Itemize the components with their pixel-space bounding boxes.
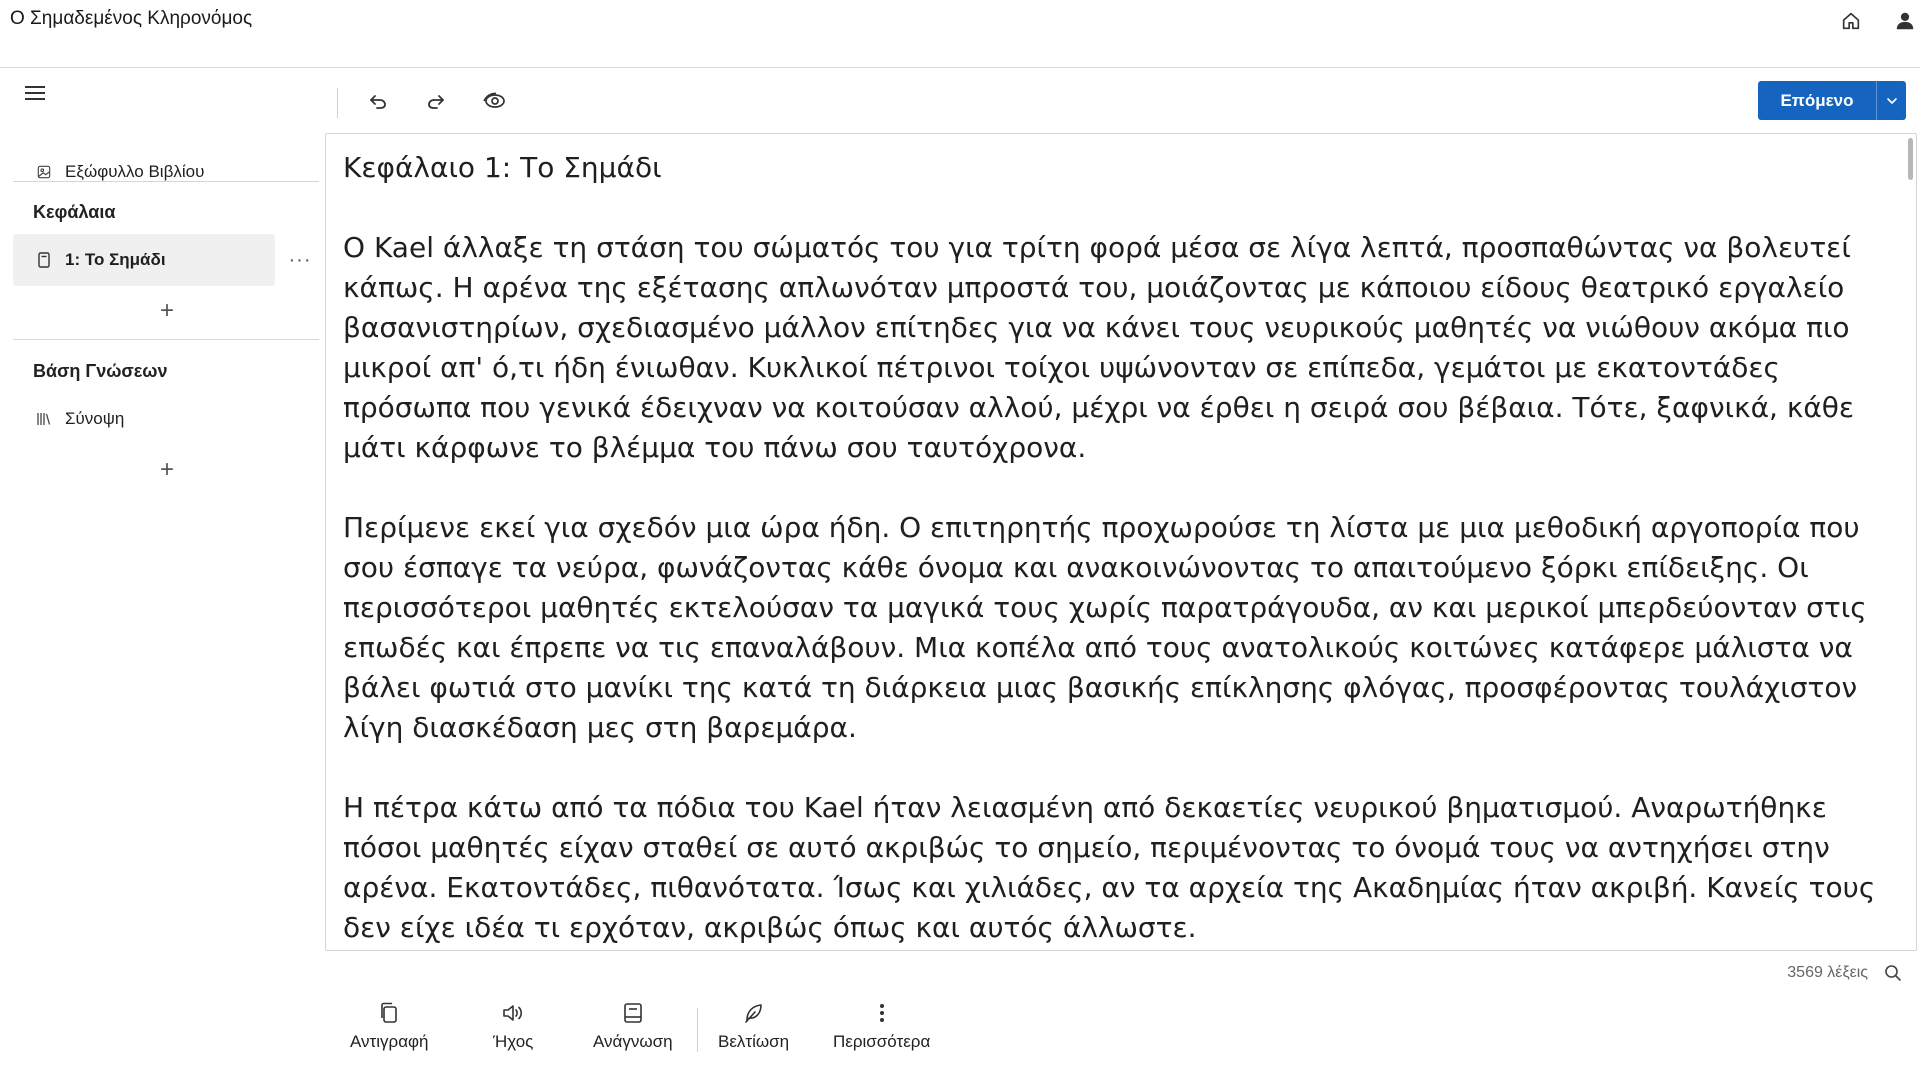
next-button[interactable]: Επόμενο [1758, 81, 1876, 120]
sidebar-divider [13, 339, 319, 340]
add-knowledge-button[interactable]: + [159, 456, 174, 483]
preview-icon[interactable] [478, 86, 510, 116]
read-button[interactable] [593, 1000, 673, 1058]
sidebar-divider [13, 181, 319, 182]
user-icon[interactable] [1892, 8, 1918, 34]
audio-label: Ήχος [493, 1032, 534, 1051]
next-button-group [1758, 81, 1906, 120]
more-vertical-icon [869, 1000, 895, 1026]
knowledge-base-heading: Βάση Γνώσεων [33, 361, 168, 381]
menu-toggle-icon[interactable] [25, 83, 51, 107]
speaker-icon [500, 1000, 526, 1026]
app-title: Ο Σημαδεμένος Κληρονόμος [10, 8, 253, 29]
scrollbar[interactable] [1908, 138, 1913, 180]
more-label: Περισσότερα [833, 1032, 931, 1051]
paragraph: Ο Kael άλλαξε τη στάση του σώματός του για τρίτη φορά μέσα σε λίγα λεπτά, προσπαθώντας να βολευτεί κάπως. Η αρένα της εξέτασης απλωνόταν μπροστά του, μοιάζοντας με κάποιου είδους θεατρικό εργαλείο βασανιστηρίων, σχεδιασμένο μάλλον επίτηδες για να κάνει τους νευρικούς μαθητές να νιώθουν ακόμα πιο μικροί απ' ό,τι ήδη ένιωθαν. Κυκλικοί πέτρινοι τοίχοι υψώνονταν σε επίπεδα, γεμάτοι με εκατοντάδες πρόσωπα που γενικά έδειχναν να κοιτούσαν αλλού, μέχρι να έρθει η σειρά σου βέβαια. Τότε, ξαφνικά, κάθε μάτι κάρφωνε το βλέμμα του πάνω σου ταυτόχρονα. [343, 231, 1855, 464]
read-label: Ανάγνωση [593, 1032, 673, 1051]
copy-label: Αντιγραφή [350, 1032, 429, 1051]
home-icon[interactable] [1838, 8, 1864, 34]
sidebar-item-label: Εξώφυλλο Βιβλίου [65, 162, 205, 181]
sidebar-item-chapter-1[interactable] [13, 234, 275, 286]
copy-icon [376, 1000, 402, 1026]
book-icon [620, 1000, 646, 1026]
chevron-down-icon[interactable] [1876, 81, 1906, 120]
chapter-title: Κεφάλαιο 1: Το Σημάδι [343, 151, 662, 184]
more-button[interactable] [833, 1000, 930, 1058]
top-bar [0, 0, 1920, 68]
chapters-heading: Κεφάλαια [33, 202, 116, 222]
redo-icon[interactable] [420, 86, 452, 116]
sidebar-item-label: Σύνοψη [65, 409, 125, 428]
feather-icon [741, 1000, 767, 1026]
toolbar-divider [337, 88, 338, 118]
paragraph: Η πέτρα κάτω από τα πόδια του Kael ήταν λειασμένη από δεκαετίες νευρικού βηματισμού. Αναρωτήθηκε πόσοι μαθητές είχαν σταθεί σε αυτό ακριβώς το σημείο, περιμένοντας το όνομά τους να αντηχήσει στην αρένα. Εκατοντάδες, πιθανότατα. Ίσως και χιλιάδες, αν τα αρχεία της Ακαδημίας ήταν ακριβή. Κανείς τους δεν είχε ιδέα τι ερχόταν, ακριβώς όπως και αυτός άλλωστε. [343, 791, 1876, 944]
sidebar-item-synopsis[interactable] [13, 393, 275, 445]
add-chapter-button[interactable]: + [159, 297, 174, 324]
word-count: 3569 λέξεις [1787, 964, 1868, 981]
text-editor[interactable] [325, 133, 1917, 951]
editor-content[interactable] [343, 148, 1893, 951]
search-icon[interactable] [1882, 962, 1904, 984]
undo-icon[interactable] [362, 86, 394, 116]
bottom-toolbar-divider [697, 1008, 698, 1052]
copy-button[interactable] [350, 1000, 429, 1058]
library-icon [35, 410, 53, 428]
image-icon [35, 163, 53, 181]
sidebar-item-cover[interactable] [13, 146, 275, 198]
sidebar [0, 68, 320, 1080]
chapter-more-options-icon[interactable]: ··· [288, 249, 312, 271]
improve-label: Βελτίωση [718, 1032, 790, 1051]
paragraph: Περίμενε εκεί για σχεδόν μια ώρα ήδη. Ο επιτηρητής προχωρούσε τη λίστα με μια μεθοδική αργοπορία που σου έσπαγε τα νεύρα, φωνάζοντας κάθε όνομα και ανακοινώνοντας το απαιτούμενο ξόρκι επίδειξης. Οι περισσότεροι μαθητές εκτελούσαν τα μαγικά τους χωρίς παρατράγουδα, αν και μερικοί μπερδεύονταν στις επωδές και έπρεπε να τις επαναλάβουν. Μια κοπέλα από τους ανατολικούς κοιτώνες κατάφερε μάλιστα να βάλει φωτιά στο μανίκι της κατά τη διάρκεια μιας βασικής επίκλησης φλόγας, προσφέροντας τουλάχιστον λίγη διασκέδαση μες στη βαρεμάρα. [343, 511, 1867, 744]
audio-button[interactable] [493, 1000, 533, 1058]
improve-button[interactable] [718, 1000, 789, 1058]
sidebar-item-label: 1: Το Σημάδι [65, 250, 166, 269]
document-icon [35, 251, 53, 269]
